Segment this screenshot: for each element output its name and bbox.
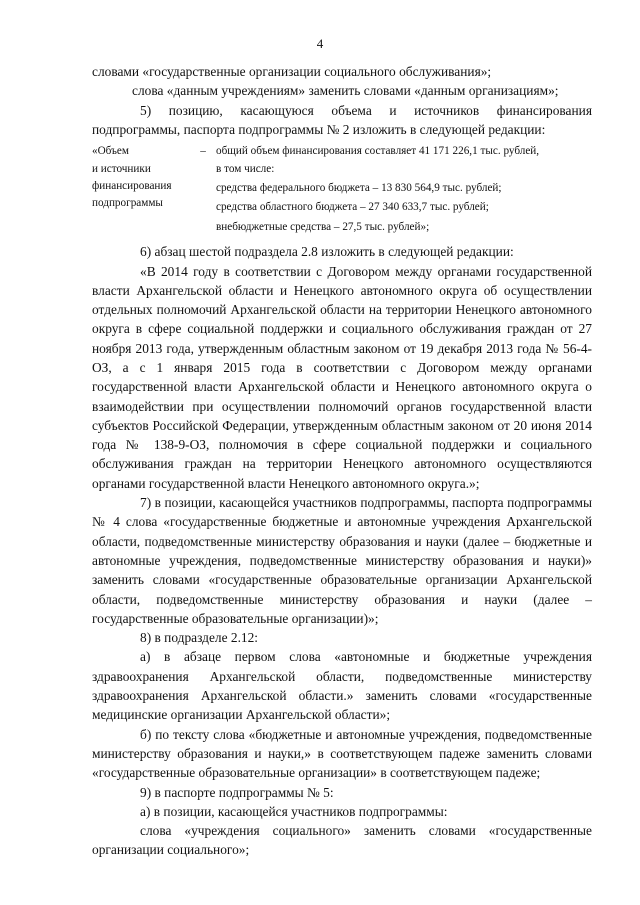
paragraph: 7) в позиции, касающейся участников подпрограммы, паспорта подпрограммы № 4 слова «государственные бюджетные и автономные учреждения Архангельской области, подведомственные министерству образования и науки (далее – бюджетные и автономные учреждения, подведомственные министерству образования и науки)» заменить словами «государственные образовательные организации Архангельской области, подведомственные министерству образования и науки (далее – государственные образовательные организации)»; xyxy=(92,495,592,626)
financing-row xyxy=(92,143,592,236)
financing-table xyxy=(92,143,592,236)
paragraph: слова «учреждения социального» заменить словами «государственные организации социального»; xyxy=(92,823,592,858)
financing-dash-cell: – xyxy=(200,145,206,158)
paragraph: а) в позиции, касающейся участников подпрограммы: xyxy=(140,803,448,819)
financing-federal-line: средства федерального бюджета – 13 830 564,9 тыс. рублей; xyxy=(216,182,502,194)
financing-label-line: «Объем xyxy=(92,145,129,158)
financing-value-cell xyxy=(216,143,592,236)
paragraph: словами «государственные организации социального обслуживания»; xyxy=(92,64,492,79)
document-body xyxy=(92,62,592,860)
paragraph: б) по тексту слова «бюджетные и автономные учреждения, подведомственные министерству образования и науки,» в соответствующем падеже заменить словами «государственные образовательные организации» в соответствующем падеже; xyxy=(92,726,592,781)
paragraphs-before-table xyxy=(92,62,592,139)
paragraph: 5) позицию, касающуюся объема и источников финансирования подпрограммы, паспорта подпрограммы № 2 изложить в следующей редакции: xyxy=(92,102,592,137)
paragraph: 9) в паспорте подпрограммы № 5: xyxy=(140,784,334,800)
paragraph: «В 2014 году в соответствии с Договором между органами государственной власти Архангельской области и Ненецкого автономного округа об осуществлении отдельных полномочий Архангельской области на территории Ненецкого автономного округа в сфере социальной поддержки и социального обслуживания граждан от 27 ноября 2013 года, утвержденным областным законом от 19 декабря 2013 года № 56-4-ОЗ, а с 1 января 2015 года в соответствии с Договором между органами государственной власти Архангельской области и Ненецкого автономного округа о взаимодействии при осуществлении полномочий органов государственной власти субъектов Российской Федерации, утвержденным областным законом от 20 июня 2014 года № 138-9-ОЗ, полномочия в сфере социальной поддержки и социального обслуживания граждан на территории Ненецкого автономного осуществляются органами государственной власти Ненецкого автономного округа.»; xyxy=(92,263,592,491)
financing-label-cell xyxy=(92,143,190,236)
paragraph: а) в абзаце первом слова «автономные и бюджетные учреждения здравоохранения Архангельской области, подведомственные министерству здравоохранения Архангельской области.» заменить словами «государственные медицинские организации Архангельской области»; xyxy=(92,649,592,723)
paragraph: слова «данным учреждениям» заменить словами «данным организациям»; xyxy=(132,83,559,99)
financing-regional-line: средства областного бюджета – 27 340 633,7 тыс. рублей; xyxy=(216,201,489,214)
financing-label-line: подпрограммы xyxy=(92,197,163,210)
paragraph: 6) абзац шестой подраздела 2.8 изложить в следующей редакции: xyxy=(140,244,514,260)
financing-including-line: в том числе: xyxy=(216,162,275,175)
paragraph: 8) в подразделе 2.12: xyxy=(140,630,259,646)
financing-label-line: финансирования xyxy=(92,180,172,192)
financing-label-line: и источники xyxy=(92,162,151,175)
financing-extrabudget-line: внебюджетные средства – 27,5 тыс. рублей»; xyxy=(216,220,430,233)
page-number: 4 xyxy=(316,36,324,51)
financing-total-line: общий объем финансирования составляет 41 171 226,1 тыс. рублей, xyxy=(216,145,540,158)
paragraphs-after-table xyxy=(92,242,592,860)
